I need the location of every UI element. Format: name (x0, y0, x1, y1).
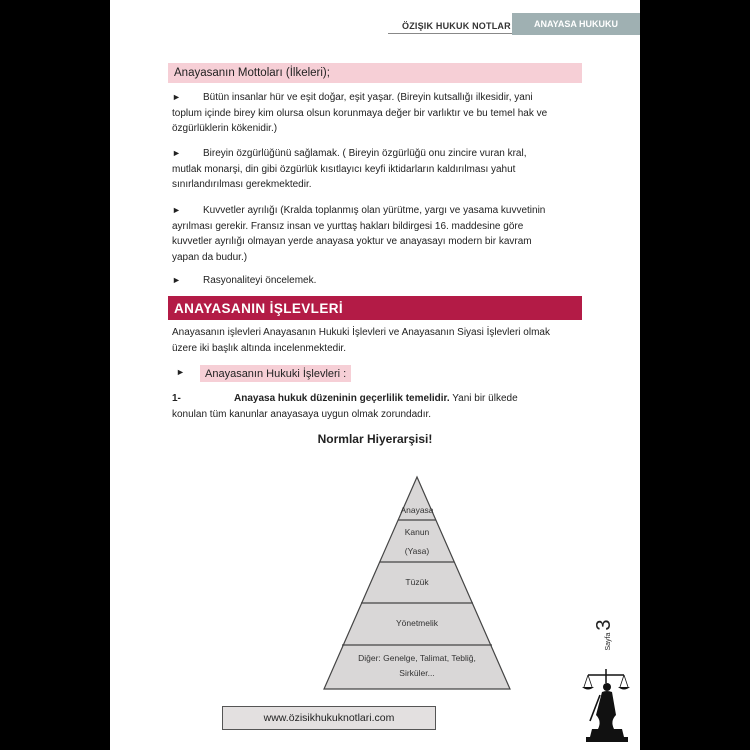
pyramid-level-yonetmelik: Yönetmelik (395, 618, 439, 628)
pyramid-level-yasa: (Yasa) (404, 546, 430, 556)
header-left-title: ÖZIŞIK HUKUK NOTLAR (402, 21, 511, 31)
item-one (172, 391, 572, 422)
lady-justice-icon (576, 665, 636, 745)
bullet-line: Bütün insanlar hür ve eşit doğar, eşit yaşar. (Bireyin kutsallığı ilkesidir, yani (203, 92, 533, 103)
item-line-two: konulan tüm kanunlar anayasaya uygun olmak zorundadır. (172, 408, 432, 420)
pyramid-level-kanun: Kanun (404, 527, 430, 537)
pyramid-level-anayasa: Anayasa (400, 505, 434, 515)
norms-pyramid-diagram (322, 475, 512, 691)
page-number-label (593, 615, 623, 655)
bullet-item (172, 90, 572, 137)
website-footer: www.özisikhukuknotlari.com (222, 706, 436, 730)
bullet-line: özgürlüklerin kökenidir.) (172, 123, 278, 134)
pyramid-title: Normlar Hiyerarşisi! (317, 432, 433, 446)
pyramid-level-diger: Diğer: Genelge, Talimat, Tebliğ, (358, 653, 476, 663)
intro-line: üzere iki başlık altında incelenmektedir. (172, 342, 346, 354)
sub-heading: Anayasanın Hukuki İşlevleri : (200, 365, 351, 382)
bullet-item (172, 146, 572, 193)
bullet-item (172, 273, 572, 289)
section-intro (172, 325, 572, 356)
sub-arrow-icon: ► (176, 367, 185, 377)
page-word: Sayfa (605, 632, 612, 651)
bullet-line: mutlak monarşi, din gibi özgürlük kısıtlayıcı keyfi iktidarların kaldırılması yahut (172, 163, 516, 175)
page-number: 3 (593, 619, 615, 631)
bullet-line: toplum içinde birey kim olursa olsun korunmaya değer bir varlıktır ve bu temel hak ve (172, 107, 548, 119)
pyramid-level-tuzuk: Tüzük (405, 577, 429, 587)
item-number: 1- (172, 393, 181, 404)
intro-line: Anayasanın işlevleri Anayasanın Hukuki İşlevleri ve Anayasanın Siyasi İşlevleri olmak (172, 327, 550, 338)
item-bold-text: Anayasa hukuk düzeninin geçerlilik temelidir. (234, 393, 450, 404)
bullet-line: Kuvvetler ayrılığı (Kralda toplanmış olan yürütme, yargı ve yasama kuvvetinin (203, 205, 546, 216)
bullet-line: kuvvetler ayrılığı olmayan yerde anayasa yoktur ve anayasayı modern bir kavram (172, 236, 532, 247)
bullet-item (172, 203, 572, 265)
bullet-arrow-icon: ► (172, 205, 181, 215)
bullet-arrow-icon: ► (172, 275, 181, 285)
header-tab-title: ANAYASA HUKUKU (512, 13, 640, 35)
section-heading: ANAYASANIN İŞLEVLERİ (168, 296, 582, 320)
bullet-line: Rasyonaliteyi öncelemek. (203, 275, 317, 286)
bullet-arrow-icon: ► (172, 148, 181, 158)
item-rest-text: Yani bir ülkede (449, 393, 518, 404)
bullet-line: Bireyin özgürlüğünü sağlamak. ( Bireyin özgürlüğü onu zincire vuran kral, (203, 148, 527, 159)
document-page (110, 0, 640, 750)
bullet-line: ayrılması gerekir. Fransız insan ve yurttaş hakları bildirgesi 16. maddesine göre (172, 220, 524, 232)
bullet-arrow-icon: ► (172, 92, 181, 102)
motto-heading: Anayasanın Mottoları (İlkeleri); (168, 63, 582, 83)
bullet-line: yapan da budur.) (172, 251, 248, 263)
pyramid-level-sirkuler: Sirküler... (399, 668, 435, 678)
bullet-line: sınırlandırılması gerekmektedir. (172, 179, 312, 190)
